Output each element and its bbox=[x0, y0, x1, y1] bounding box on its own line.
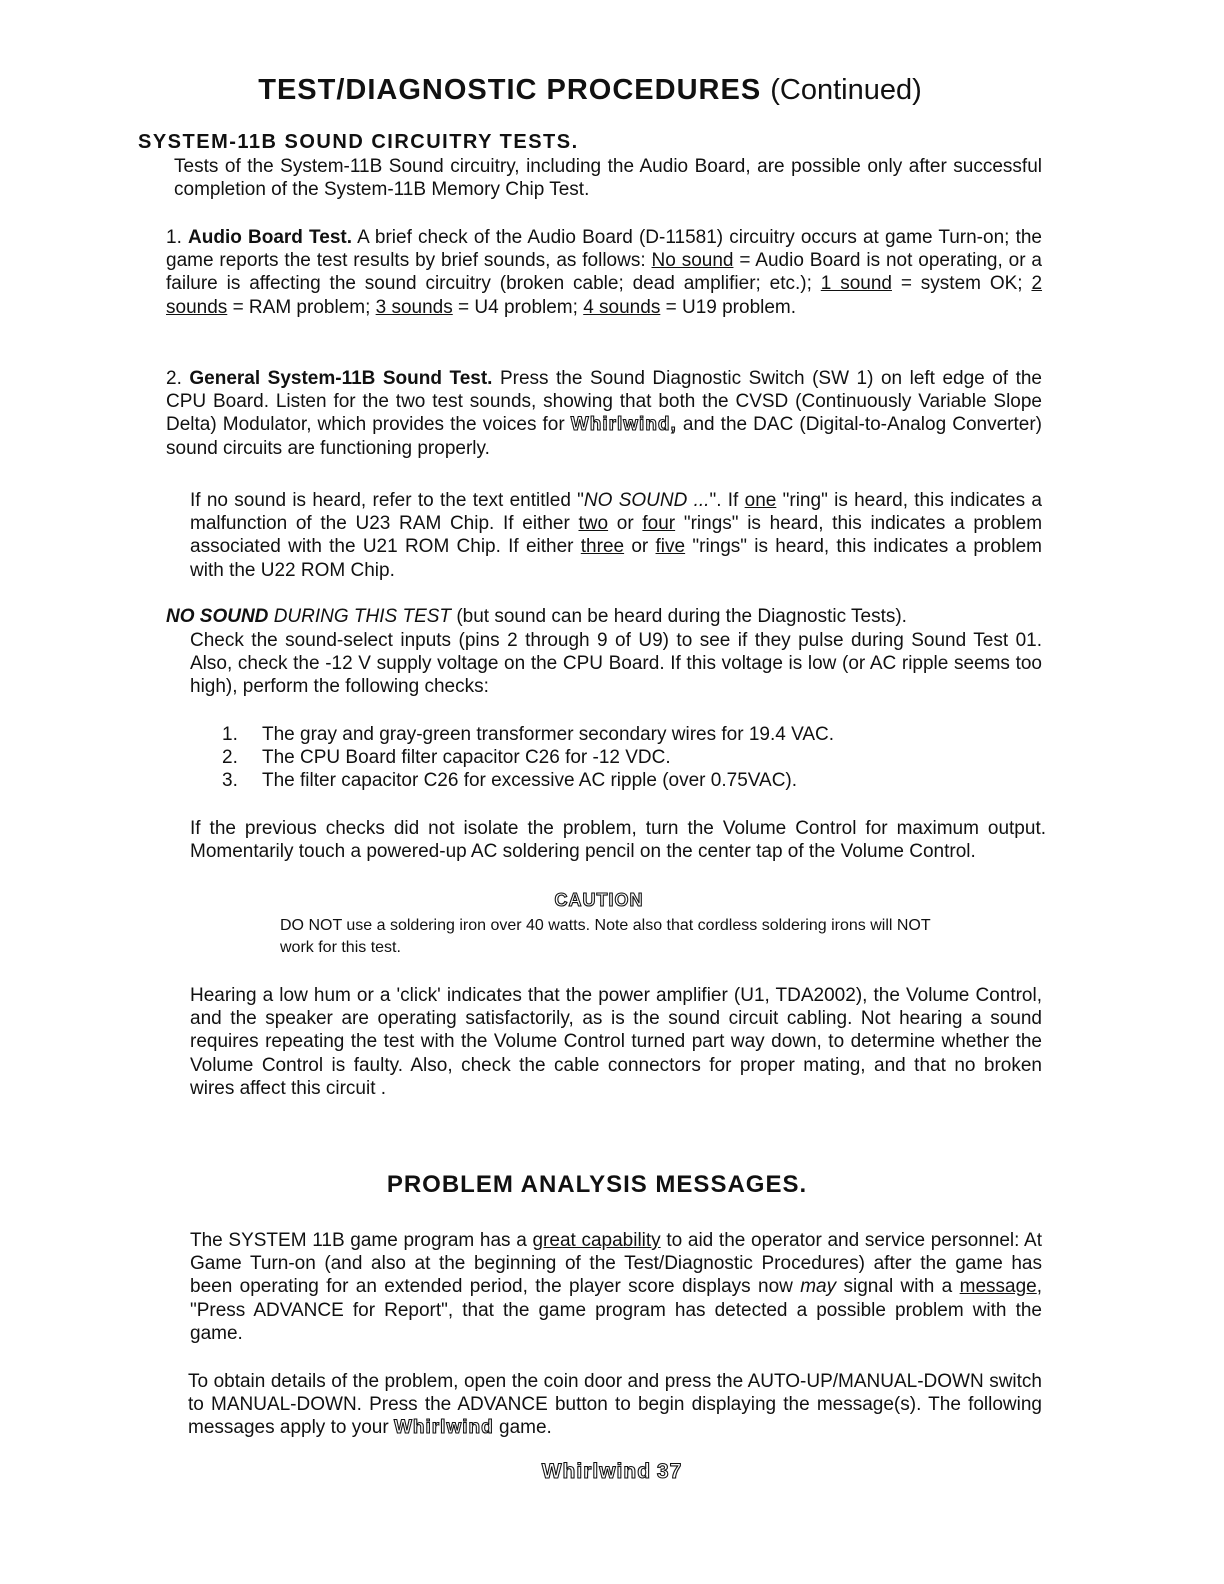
list-item: 2. The CPU Board filter capacitor C26 for -12 VDC. bbox=[222, 747, 671, 769]
problem-analysis-paragraph-1: The SYSTEM 11B game program has a great capability to aid the operator and service personnel: At Game Turn-on (and also at the beginning of the Test/Diagnostic Procedures) after the game has been operating for an extended period, the player score displays now may signal with a message, "Press ADVANCE for Report", that the game program has detected a possible problem with the game. bbox=[190, 1230, 1043, 1344]
game-name-logo: Whirlwind bbox=[393, 1417, 494, 1439]
audio-board-test: 1. Audio Board Test. A brief check of the Audio Board (D-11581) circuitry occurs at game Turn-on; the game reports the test results by brief sounds, as follows: No sound = Audio Board is not operating, or a failure is affecting the sound circuitry (broken cable; dead amplifier; etc.); 1 sound = system OK; 2 sounds = RAM problem; 3 sounds = U4 problem; 4 sounds = U19 problem. bbox=[166, 227, 1043, 318]
ring-diagnosis-paragraph: If no sound is heard, refer to the text entitled "NO SOUND ...". If one "ring" is heard, this indicates a malfunction of the U23 RAM Chip. If either two or four "rings" is heard, this indicates a problem associated with the U21 ROM Chip. If either three or five "rings" is heard, this indicates a problem with the U22 ROM Chip. bbox=[190, 490, 1043, 581]
page-footer bbox=[0, 1460, 1224, 1484]
game-name-logo: Whirlwind, bbox=[570, 414, 677, 436]
no-sound-heading: NO SOUND DURING THIS TEST (but sound can be heard during the Diagnostic Tests). bbox=[166, 606, 907, 627]
sound-tests-intro: Tests of the System-11B Sound circuitry, including the Audio Board, are possible only after successful completion of the System-11B Memory Chip Test. bbox=[174, 156, 1042, 201]
page-number: 37 bbox=[656, 1460, 683, 1483]
caution-text: DO NOT use a soldering iron over 40 watts. Note also that cordless soldering irons will NOT work for this test. bbox=[280, 917, 931, 956]
general-sound-test: 2. General System-11B Sound Test. Press the Sound Diagnostic Switch (SW 1) on left edge of the CPU Board. Listen for the two test sounds, showing that both the CVSD (Continuously Variable Slope Delta) Modulator, which provides the voices for Whirlwind, and the DAC (Digital-to-Analog Converter) sound circuits are functioning properly. bbox=[166, 368, 1042, 459]
sound-tests-heading: SYSTEM-11B SOUND CIRCUITRY TESTS. bbox=[138, 131, 579, 153]
footer-game-name: Whirlwind bbox=[541, 1460, 652, 1483]
checks-list bbox=[222, 723, 834, 793]
followup-paragraph: If the previous checks did not isolate the problem, turn the Volume Control for maximum output. Momentarily touch a powered-up AC soldering pencil on the center tap of the Volume Control. bbox=[190, 818, 1046, 863]
caution-title: CAUTION bbox=[554, 890, 644, 910]
hum-paragraph: Hearing a low hum or a 'click' indicates that the power amplifier (U1, TDA2002), the Volume Control, and the speaker are operating satisfactorily, as is the sound circuit cabling. Not hearing a sound requires repeating the test with the Volume Control turned part way down, to determine whether the Volume Control is faulty. Also, check the cable connectors for proper mating, and that no broken wires affect this circuit . bbox=[190, 985, 1042, 1099]
problem-analysis-paragraph-2: To obtain details of the problem, open the coin door and press the AUTO-UP/MANUAL-DOWN switch to MANUAL-DOWN. Press the ADVANCE button to begin displaying the message(s). The following messages apply to your Whirlwind game. bbox=[188, 1371, 1042, 1439]
no-sound-body: Check the sound-select inputs (pins 2 through 9 of U9) to see if they pulse during Sound Test 01. Also, check the -12 V supply voltage on the CPU Board. If this voltage is low (or AC ripple seems too high), perform the following checks: bbox=[190, 630, 1042, 698]
problem-analysis-heading: PROBLEM ANALYSIS MESSAGES. bbox=[386, 1171, 808, 1198]
list-item: 1. The gray and gray-green transformer secondary wires for 19.4 VAC. bbox=[222, 724, 835, 745]
list-item: 3. The filter capacitor C26 for excessive AC ripple (over 0.75VAC). bbox=[222, 770, 798, 792]
page-title: TEST/DIAGNOSTIC PROCEDURES (Continued) bbox=[258, 74, 922, 106]
